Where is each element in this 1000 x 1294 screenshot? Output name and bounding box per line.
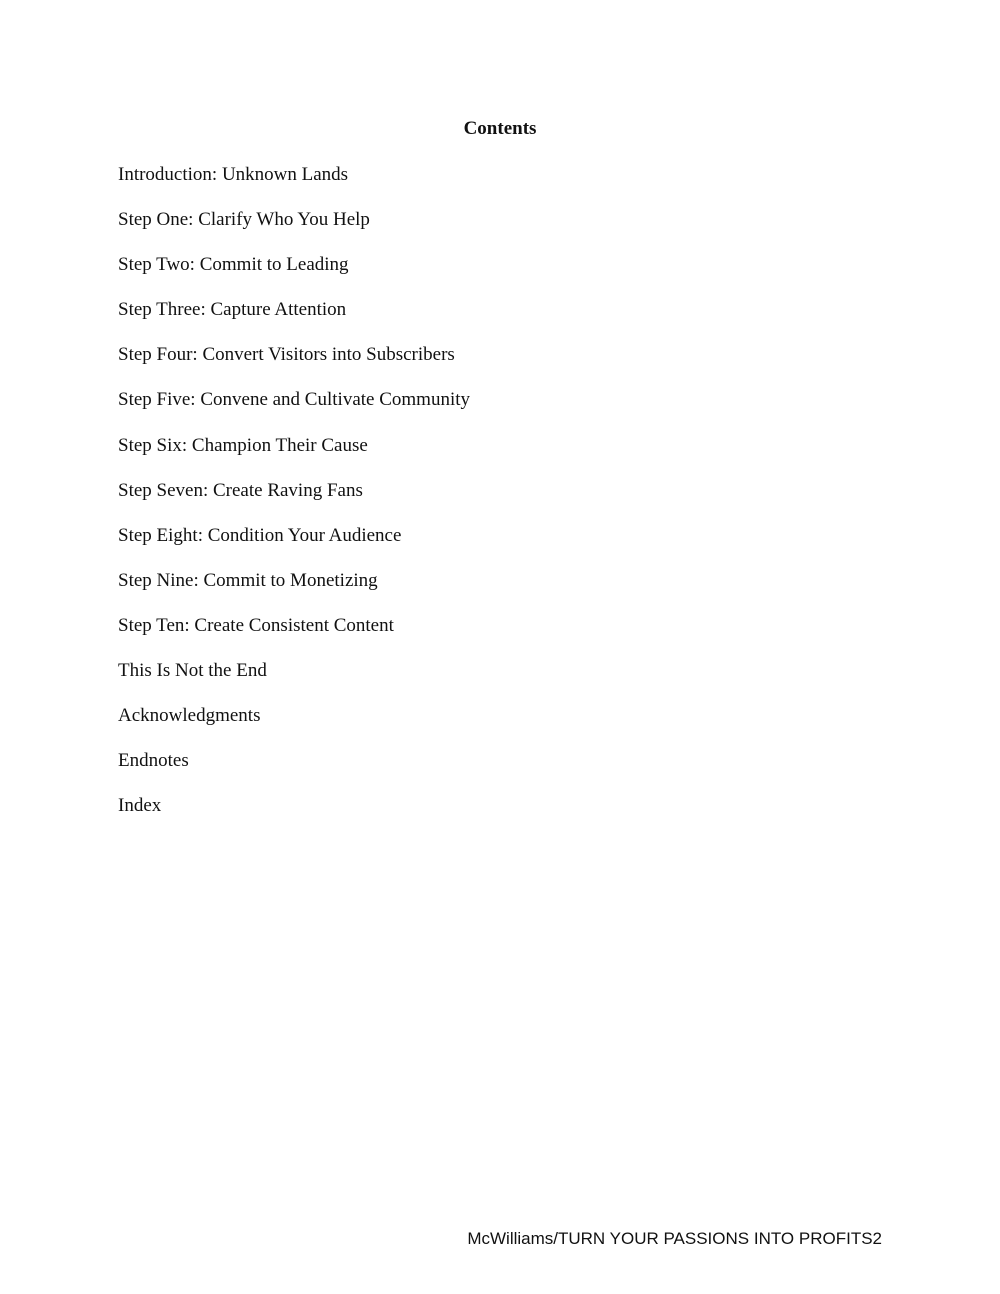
- toc-entry-step-one: Step One: Clarify Who You Help: [118, 209, 370, 231]
- toc-entry-step-five: Step Five: Convene and Cultivate Community: [118, 389, 471, 411]
- toc-entry-step-ten: Step Ten: Create Consistent Content: [118, 614, 394, 636]
- toc-entry-introduction: Introduction: Unknown Lands: [118, 164, 349, 185]
- toc-entry-endnotes: Endnotes: [118, 750, 189, 772]
- page-title: Contents: [463, 118, 537, 139]
- toc-entry-step-four: Step Four: Convert Visitors into Subscribers: [118, 344, 455, 366]
- toc-entry-not-the-end: This Is Not the End: [118, 660, 267, 682]
- page-footer: McWilliams/TURN YOUR PASSIONS INTO PROFITS2: [467, 1229, 882, 1248]
- toc-entry-step-eight: Step Eight: Condition Your Audience: [118, 524, 402, 546]
- toc-entry-step-seven: Step Seven: Create Raving Fans: [118, 479, 363, 501]
- toc-entry-step-six: Step Six: Champion Their Cause: [118, 434, 368, 456]
- toc-entry-index: Index: [118, 795, 162, 817]
- toc-entry-step-three: Step Three: Capture Attention: [118, 299, 347, 321]
- toc-entry-acknowledgments: Acknowledgments: [118, 705, 261, 727]
- table-of-contents: [118, 160, 470, 836]
- toc-entry-step-two: Step Two: Commit to Leading: [118, 254, 349, 276]
- toc-entry-step-nine: Step Nine: Commit to Monetizing: [118, 569, 378, 591]
